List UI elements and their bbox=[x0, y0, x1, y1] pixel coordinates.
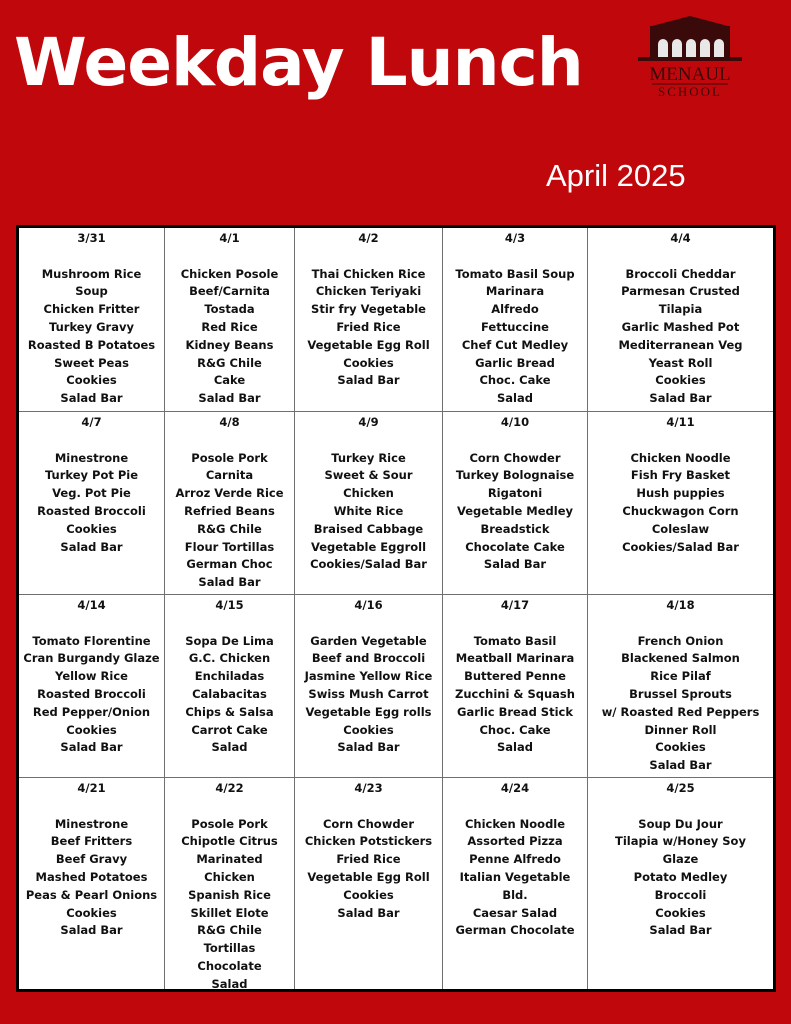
day-cell bbox=[19, 595, 165, 778]
menu-item: Fried Rice bbox=[336, 852, 401, 867]
menu-item: R&G Chile bbox=[197, 923, 262, 938]
menu-item: Posole Pork bbox=[191, 816, 268, 831]
day-date: 4/17 bbox=[500, 598, 530, 612]
menu-item: Salad bbox=[497, 740, 533, 755]
menu-item: Salad Bar bbox=[337, 905, 400, 920]
day-date: 4/3 bbox=[504, 231, 526, 245]
menu-item: Potato Medley bbox=[633, 869, 728, 884]
menu-item: Cookies bbox=[66, 722, 117, 737]
menu-item: Red Rice bbox=[201, 319, 258, 334]
menu-item: Salad Bar bbox=[649, 923, 712, 938]
menu-item: Salad Bar bbox=[337, 373, 400, 388]
menu-item: Garlic Bread bbox=[475, 355, 555, 370]
menu-item: Vegetable Egg Roll bbox=[307, 869, 430, 884]
day-cell bbox=[295, 412, 443, 595]
day-cell bbox=[588, 228, 773, 412]
menu-item: Minestrone bbox=[54, 450, 129, 465]
day-cell bbox=[19, 778, 165, 989]
menu-item: Salad Bar bbox=[60, 923, 123, 938]
menu-item: Cookies/Salad Bar bbox=[310, 557, 427, 572]
day-cell bbox=[443, 228, 588, 412]
menu-item: Peas & Pearl Onions bbox=[25, 887, 158, 902]
menu-item: Parmesan Crusted bbox=[621, 284, 740, 299]
logo-text-menaul: MENAUL bbox=[649, 64, 731, 85]
menu-item: Chuckwagon Corn bbox=[622, 503, 739, 518]
day-cell bbox=[443, 412, 588, 595]
menu-item: Salad Bar bbox=[649, 391, 712, 406]
menu-item: Garlic Bread Stick bbox=[457, 704, 573, 719]
menu-item: Roasted Broccoli bbox=[37, 503, 146, 518]
menu-item: Chocolate bbox=[197, 958, 262, 973]
menu-item: Soup Du Jour bbox=[638, 816, 723, 831]
day-date: 4/16 bbox=[354, 598, 383, 612]
menu-item: Tomato Basil bbox=[473, 633, 557, 648]
menu-item: Broccoli bbox=[654, 887, 707, 902]
day-date: 4/2 bbox=[358, 231, 379, 245]
menu-item: Cookies bbox=[343, 722, 394, 737]
menu-item: Assorted Pizza bbox=[467, 834, 563, 849]
menu-item: Jasmine Yellow Rice bbox=[304, 669, 433, 684]
menu-item: Calabacitas bbox=[192, 686, 267, 701]
menu-item: Yeast Roll bbox=[648, 355, 713, 370]
menu-item: Cookies bbox=[655, 905, 706, 920]
month-label: April 2025 bbox=[546, 158, 686, 193]
menu-item: Cookies bbox=[66, 905, 117, 920]
menu-item: Cran Burgandy Glaze bbox=[23, 651, 160, 666]
menu-item: Buttered Penne bbox=[464, 669, 566, 684]
menu-item: Glaze bbox=[662, 852, 699, 867]
menu-item: Marinated bbox=[196, 852, 263, 867]
menu-item: Flour Tortillas bbox=[184, 539, 275, 554]
menu-item: Blackened Salmon bbox=[621, 651, 740, 666]
menu-item: Cookies bbox=[343, 887, 394, 902]
menu-item: Tilapia bbox=[658, 302, 703, 317]
menu-item: Turkey Gravy bbox=[49, 319, 134, 334]
menu-item: White Rice bbox=[333, 503, 404, 518]
menu-item: Corn Chowder bbox=[469, 450, 561, 465]
menu-item: Salad bbox=[497, 391, 533, 406]
menu-item: Breadstick bbox=[480, 521, 550, 536]
menu-item: Chips & Salsa bbox=[185, 704, 274, 719]
menu-item: Vegetable Eggroll bbox=[310, 539, 427, 554]
menu-item: Chicken bbox=[204, 869, 255, 884]
day-cell bbox=[165, 412, 295, 595]
day-cell bbox=[165, 595, 295, 778]
day-date: 4/24 bbox=[500, 781, 530, 795]
menu-item: Hush puppies bbox=[636, 486, 725, 501]
menu-item: Carnita bbox=[205, 468, 254, 483]
menu-item: Choc. Cake bbox=[479, 373, 551, 388]
menu-item: Fried Rice bbox=[336, 319, 401, 334]
menu-item: Dinner Roll bbox=[644, 722, 717, 737]
day-date: 4/22 bbox=[215, 781, 244, 795]
day-date: 4/10 bbox=[500, 415, 530, 429]
menu-item: Salad Bar bbox=[337, 740, 400, 755]
menu-item: Sweet & Sour bbox=[324, 468, 413, 483]
menu-item: Cookies bbox=[66, 373, 117, 388]
menu-item: Bld. bbox=[502, 887, 528, 902]
menu-item: Corn Chowder bbox=[322, 816, 415, 831]
day-date: 4/14 bbox=[77, 598, 106, 612]
menu-item: Garden Vegetable bbox=[310, 633, 427, 648]
lunch-calendar bbox=[16, 225, 776, 992]
menu-item: Chicken Noodle bbox=[464, 816, 566, 831]
menu-item: Penne Alfredo bbox=[469, 852, 561, 867]
menu-item: Rigatoni bbox=[487, 486, 543, 501]
menu-item: German Chocolate bbox=[455, 923, 575, 938]
day-date: 4/18 bbox=[666, 598, 695, 612]
menu-item: Zucchini & Squash bbox=[455, 686, 575, 701]
menu-item: Cookies bbox=[655, 740, 706, 755]
menu-item: Roasted B Potatoes bbox=[27, 337, 156, 352]
menu-item: Chocolate Cake bbox=[465, 539, 565, 554]
menu-item: Swiss Mush Carrot bbox=[308, 686, 429, 701]
menu-item: Kidney Beans bbox=[185, 337, 274, 352]
day-date: 4/7 bbox=[81, 415, 102, 429]
menu-item: Chicken Posole bbox=[180, 266, 279, 281]
day-date: 4/15 bbox=[215, 598, 244, 612]
menu-item: R&G Chile bbox=[197, 521, 262, 536]
menu-item: G.C. Chicken bbox=[188, 651, 271, 666]
menu-item: Salad Bar bbox=[198, 391, 261, 406]
menu-item: Chef Cut Medley bbox=[461, 337, 569, 352]
menu-item: Chicken Noodle bbox=[630, 450, 731, 465]
menu-item: Choc. Cake bbox=[479, 722, 551, 737]
day-cell bbox=[165, 778, 295, 989]
menu-item: Mediterranean Veg bbox=[618, 337, 743, 352]
day-cell bbox=[443, 595, 588, 778]
menu-item: Cookies bbox=[343, 355, 394, 370]
menu-item: Turkey Rice bbox=[331, 450, 406, 465]
menu-item: Meatball Marinara bbox=[455, 651, 575, 666]
menu-item: Fish Fry Basket bbox=[630, 468, 731, 483]
menu-item: Tomato Florentine bbox=[32, 633, 151, 648]
menu-item: Salad Bar bbox=[60, 391, 123, 406]
menu-item: Arroz Verde Rice bbox=[175, 486, 284, 501]
day-cell bbox=[443, 778, 588, 989]
day-date: 4/25 bbox=[666, 781, 695, 795]
menu-item: Brussel Sprouts bbox=[629, 686, 732, 701]
menu-item: Tortillas bbox=[203, 941, 256, 956]
menu-item: Refried Beans bbox=[184, 503, 275, 518]
logo-text-school: SCHOOL bbox=[657, 84, 723, 99]
menu-item: Turkey Bolognaise bbox=[455, 468, 575, 483]
day-cell bbox=[295, 228, 443, 412]
day-date: 4/9 bbox=[358, 415, 379, 429]
day-date: 3/31 bbox=[77, 231, 106, 245]
menu-item: Enchiladas bbox=[194, 669, 265, 684]
menu-item: Fettuccine bbox=[481, 319, 549, 334]
menu-item: Sopa De Lima bbox=[185, 633, 274, 648]
day-date: 4/8 bbox=[219, 415, 240, 429]
menu-item: Tomato Basil Soup bbox=[455, 266, 575, 281]
menu-item: Chicken Fritter bbox=[43, 302, 140, 317]
day-date: 4/11 bbox=[666, 415, 695, 429]
menu-item: Chicken bbox=[343, 486, 394, 501]
menu-item: Soup bbox=[75, 284, 108, 299]
day-date: 4/4 bbox=[670, 231, 691, 245]
menu-item: Chicken Potstickers bbox=[304, 834, 433, 849]
day-cell bbox=[588, 412, 773, 595]
menu-item: German Choc bbox=[186, 557, 273, 572]
menu-item: Cookies/Salad Bar bbox=[622, 539, 739, 554]
menu-item: French Onion bbox=[637, 633, 724, 648]
menu-item: Beef/Carnita bbox=[189, 284, 270, 299]
menu-item: Broccoli Cheddar bbox=[625, 266, 736, 281]
day-cell bbox=[295, 778, 443, 989]
menu-item: Mashed Potatoes bbox=[35, 869, 148, 884]
menu-item: Spanish Rice bbox=[188, 887, 271, 902]
day-date: 4/21 bbox=[77, 781, 106, 795]
menu-item: Beef Gravy bbox=[55, 852, 128, 867]
menu-item: Salad Bar bbox=[60, 740, 123, 755]
menu-item: Braised Cabbage bbox=[313, 521, 424, 536]
menu-item: Tilapia w/Honey Soy bbox=[615, 834, 746, 849]
day-date: 4/1 bbox=[219, 231, 240, 245]
menu-item: Mushroom Rice bbox=[41, 266, 142, 281]
menu-item: Beef and Broccoli bbox=[311, 651, 426, 666]
day-cell bbox=[295, 595, 443, 778]
menu-item: Roasted Broccoli bbox=[37, 686, 146, 701]
menu-item: Cookies bbox=[66, 521, 117, 536]
menu-item: Cookies bbox=[655, 373, 706, 388]
day-cell bbox=[165, 228, 295, 412]
menu-item: Thai Chicken Rice bbox=[311, 266, 426, 281]
menu-item: Salad Bar bbox=[60, 539, 123, 554]
menu-item: Caesar Salad bbox=[472, 905, 558, 920]
menu-item: Vegetable Medley bbox=[456, 503, 574, 518]
menaul-school-logo bbox=[630, 14, 750, 104]
day-date: 4/23 bbox=[354, 781, 383, 795]
menu-item: Vegetable Egg Roll bbox=[307, 337, 430, 352]
menu-item: Marinara bbox=[485, 284, 545, 299]
menu-item: Garlic Mashed Pot bbox=[621, 319, 740, 334]
day-cell bbox=[588, 595, 773, 778]
menu-item: Salad Bar bbox=[483, 557, 547, 572]
day-cell bbox=[588, 778, 773, 989]
menu-item: Veg. Pot Pie bbox=[52, 486, 131, 501]
menu-item: Beef Fritters bbox=[50, 834, 133, 849]
menu-item: Turkey Pot Pie bbox=[44, 468, 139, 483]
menu-item: Rice Pilaf bbox=[650, 669, 711, 684]
day-cell bbox=[19, 228, 165, 412]
menu-item: Chipotle Citrus bbox=[181, 834, 278, 849]
menu-item: Tostada bbox=[204, 302, 255, 317]
menu-item: Skillet Elote bbox=[190, 905, 269, 920]
menu-item: Cake bbox=[213, 373, 246, 388]
menu-item: Vegetable Egg rolls bbox=[305, 704, 432, 719]
menu-item: Red Pepper/Onion bbox=[32, 704, 151, 719]
page-title: Weekday Lunch bbox=[14, 24, 583, 101]
menu-item: Salad Bar bbox=[649, 758, 712, 773]
menu-item: Salad bbox=[211, 740, 248, 755]
menu-item: Salad Bar bbox=[198, 575, 261, 590]
menu-item: R&G Chile bbox=[197, 355, 262, 370]
menu-item: w/ Roasted Red Peppers bbox=[601, 704, 760, 719]
menu-item: Carrot Cake bbox=[191, 722, 268, 737]
menu-item: Sweet Peas bbox=[54, 355, 129, 370]
menu-item: Minestrone bbox=[54, 816, 129, 831]
menu-item: Alfredo bbox=[491, 302, 539, 317]
menu-item: Posole Pork bbox=[191, 450, 268, 465]
menu-item: Stir fry Vegetable bbox=[311, 302, 426, 317]
menu-item: Yellow Rice bbox=[55, 669, 128, 684]
menu-item: Coleslaw bbox=[651, 521, 710, 536]
menu-item: Chicken Teriyaki bbox=[315, 284, 422, 299]
menu-item: Italian Vegetable bbox=[459, 869, 571, 884]
menu-item: Salad bbox=[211, 976, 248, 989]
day-cell bbox=[19, 412, 165, 595]
